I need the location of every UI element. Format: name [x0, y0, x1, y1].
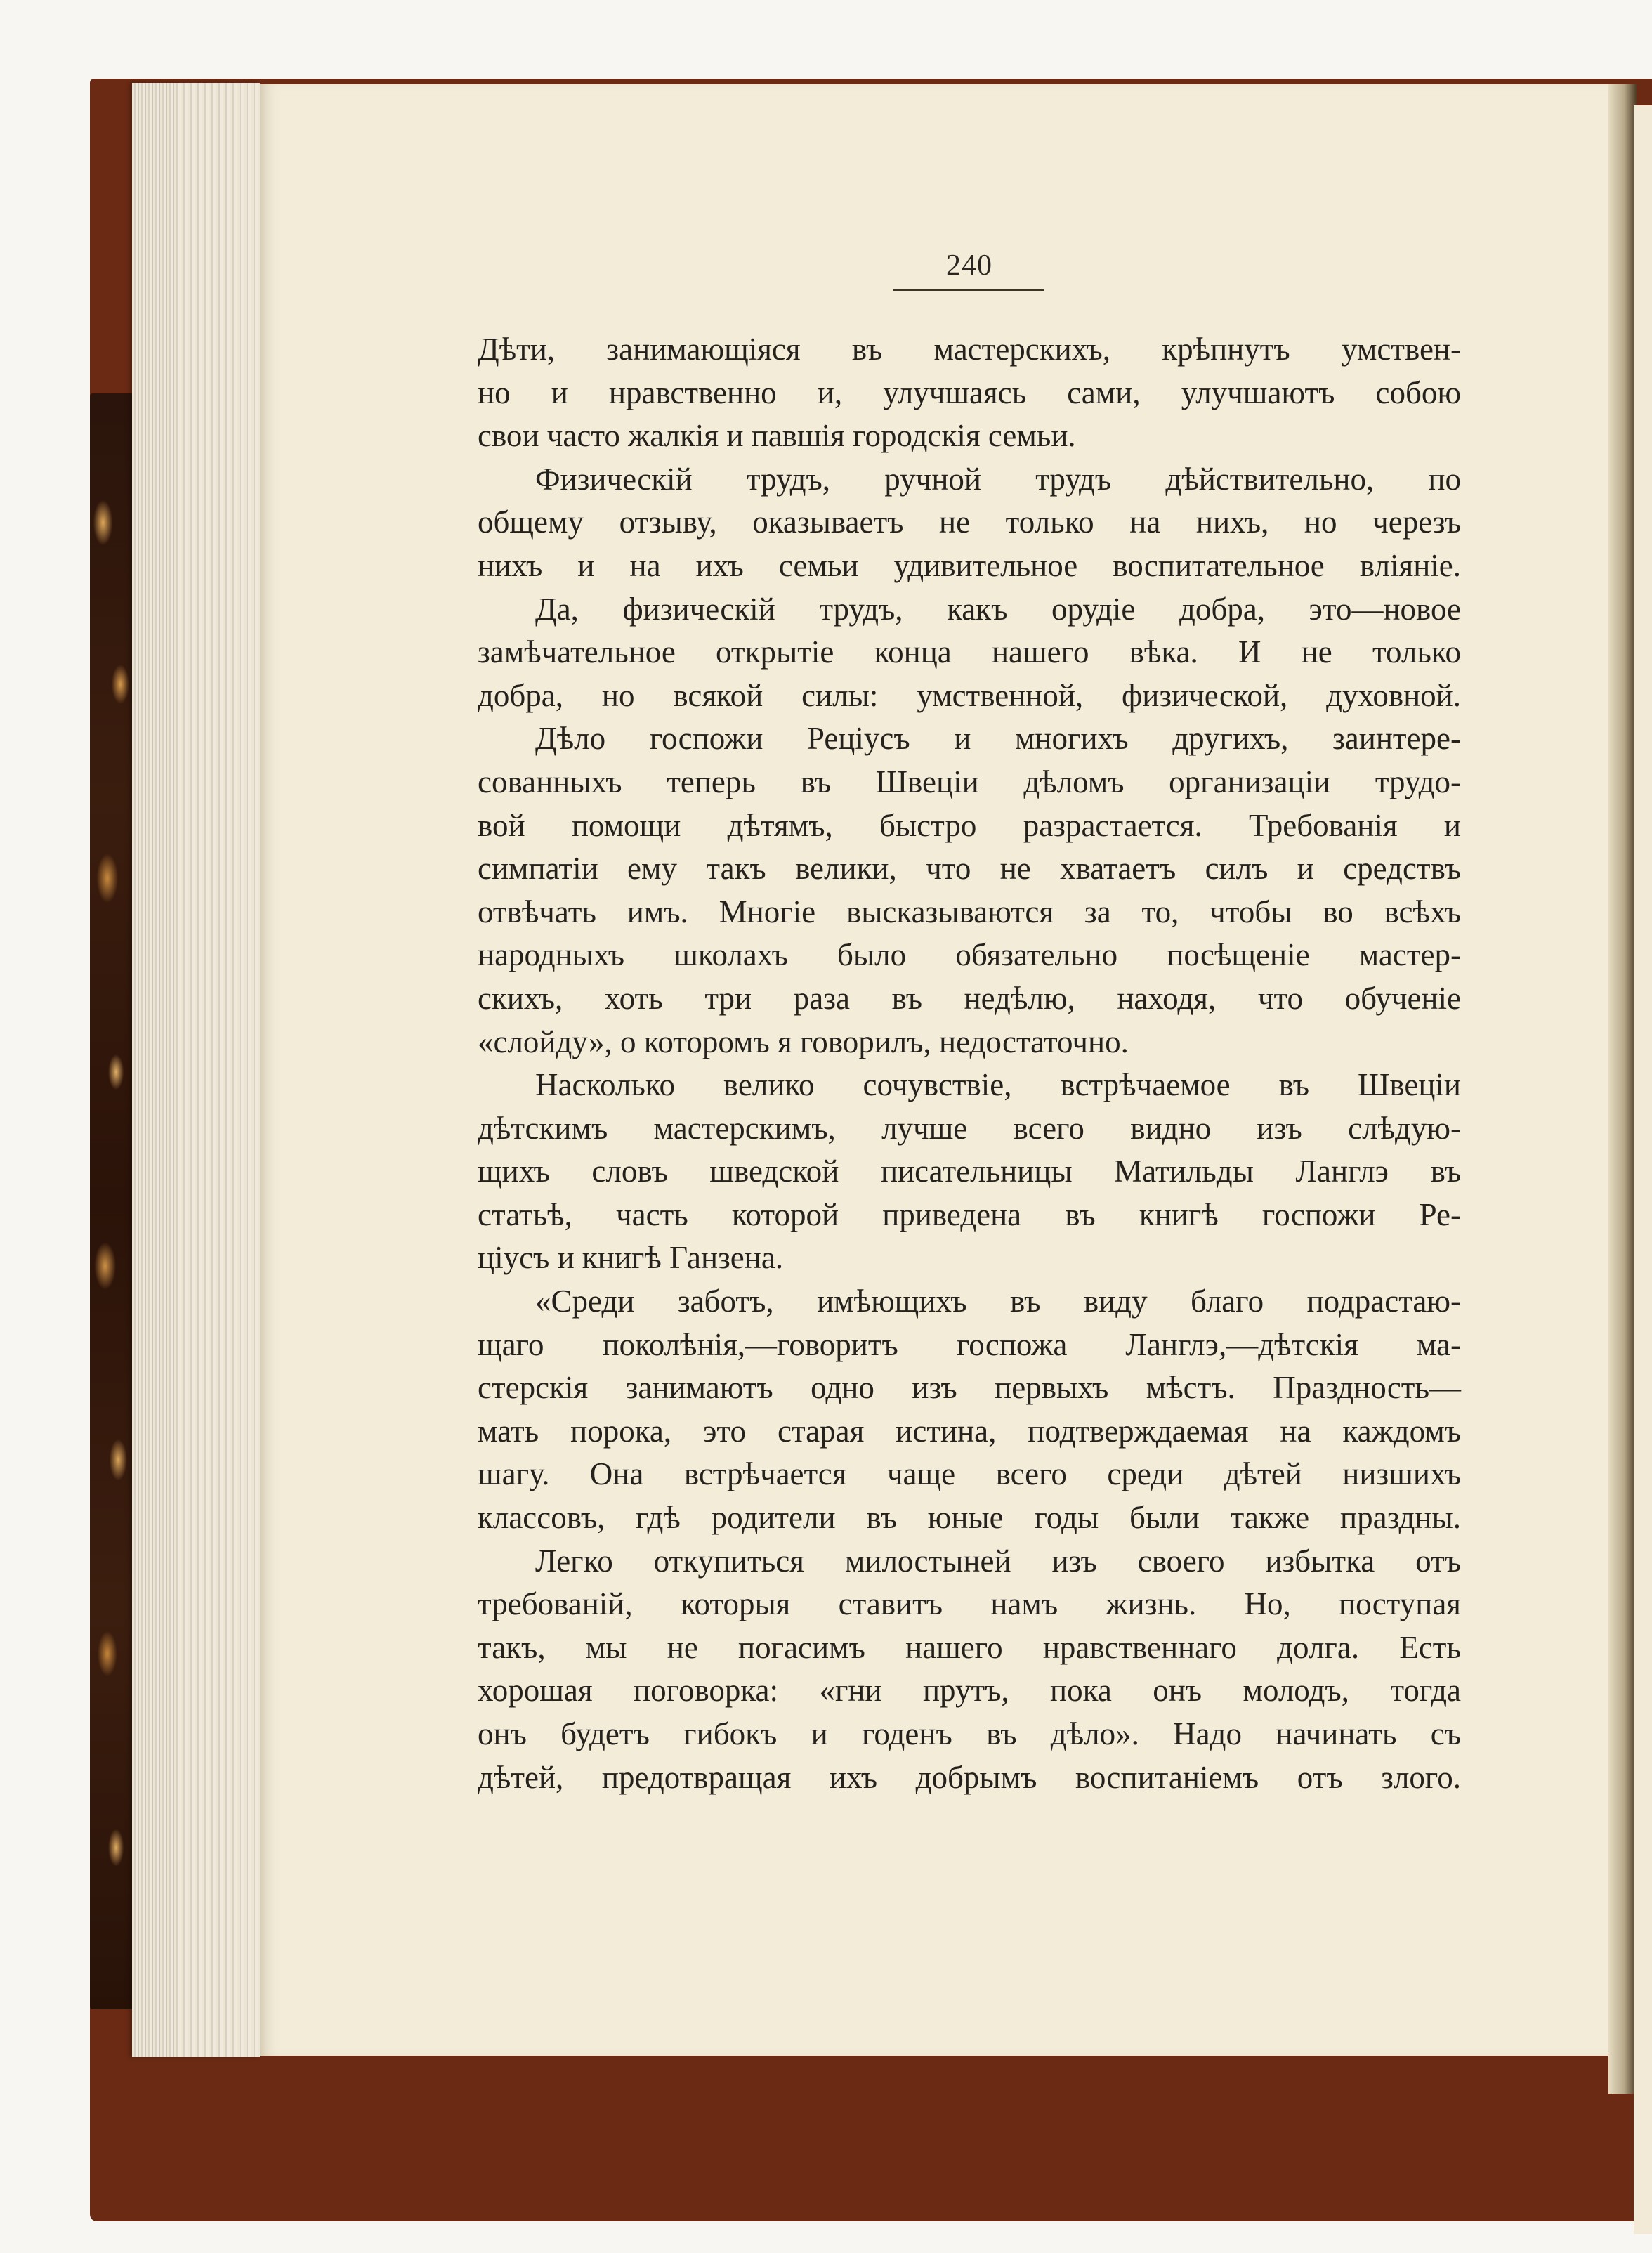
text-line: мать порока, это старая истина, подтверждаемая на каждомъ [478, 1413, 1461, 1449]
text-line: Легко откупиться милостыней изъ своего избытка отъ [535, 1543, 1461, 1579]
text-line: щихъ словъ шведской писательницы Матильды Ланглэ въ [478, 1154, 1461, 1189]
page-number-rule [893, 289, 1044, 291]
book-gutter [1608, 84, 1637, 2094]
text-line: добра, но всякой силы: умственной, физической, духовной. [478, 677, 1461, 713]
text-line: отвѣчать имъ. Многіе высказываются за то, чтобы во всѣхъ [478, 894, 1461, 929]
text-line: симпатіи ему такъ велики, что не хватаетъ силъ и средствъ [478, 851, 1461, 887]
text-line: сованныхъ теперь въ Швеціи дѣломъ организаціи трудо- [478, 764, 1461, 799]
text-line: нихъ и на ихъ семьи удивительное воспитательное вліяніе. [478, 547, 1461, 583]
text-line: Дѣло госпожи Рецiусъ и многихъ другихъ, заинтере- [535, 721, 1461, 757]
body-text [478, 328, 1461, 1799]
text-line: «слойду», о которомъ я говорилъ, недостаточно. [478, 1024, 1129, 1059]
page-edges [132, 83, 260, 2057]
text-line: требованій, которыя ставитъ намъ жизнь. Но, поступая [478, 1586, 1461, 1622]
text-line: щаго поколѣнія,—говоритъ госпожа Ланглэ,—дѣтскія ма- [478, 1326, 1461, 1362]
text-line: ціусъ и книгѣ Ганзена. [478, 1240, 784, 1276]
text-line: дѣтей, предотвращая ихъ добрымъ воспитаніемъ отъ злого. [478, 1759, 1461, 1795]
text-line: вой помощи дѣтямъ, быстро разрастается. Требованія и [478, 807, 1461, 843]
text-line: дѣтскимъ мастерскимъ, лучше всего видно изъ слѣдую- [478, 1110, 1461, 1146]
text-line: Да, физическій трудъ, какъ орудіе добра, это—новое [535, 591, 1461, 627]
text-line: Физическій трудъ, ручной трудъ дѣйствительно, по [535, 461, 1461, 497]
text-line: шагу. Она встрѣчается чаще всего среди дѣтей низшихъ [478, 1456, 1461, 1492]
text-line: хорошая поговорка: «гни прутъ, пока онъ молодъ, тогда [478, 1673, 1461, 1709]
facing-page-edge [1634, 105, 1652, 2234]
text-line: но и нравственно и, улучшаясь сами, улучшаютъ собою [478, 374, 1461, 410]
text-line: народныхъ школахъ было обязательно посѣщеніе мастер- [478, 937, 1461, 973]
text-line: стерскія занимаютъ одно изъ первыхъ мѣстъ. Праздность— [478, 1370, 1461, 1406]
page-number: 240 [946, 249, 992, 282]
text-line: статьѣ, часть которой приведена въ книгѣ госпожи Ре- [478, 1196, 1461, 1232]
text-line: онъ будетъ гибокъ и годенъ въ дѣло». Надо начинать съ [478, 1716, 1461, 1751]
text-line: общему отзыву, оказываетъ не только на нихъ, но черезъ [478, 504, 1461, 540]
text-line: Насколько велико сочувствіе, встрѣчаемое въ Швеціи [535, 1067, 1461, 1103]
text-line: Дѣти, занимающіяся въ мастерскихъ, крѣпнутъ умствен- [478, 332, 1461, 367]
text-line: такъ, мы не погасимъ нашего нравственнаго долга. Есть [478, 1629, 1461, 1665]
text-line: скихъ, хоть три раза въ недѣлю, находя, что обученіе [478, 980, 1461, 1016]
text-line: «Среди заботъ, имѣющихъ въ виду благо подрастаю- [535, 1284, 1461, 1319]
text-line: свои часто жалкія и павшія городскія семьи. [478, 418, 1076, 454]
marbled-board [90, 393, 133, 2009]
text-line: замѣчательное открытіе конца нашего вѣка. И не только [478, 634, 1461, 670]
text-line: классовъ, гдѣ родители въ юные годы были также праздны. [478, 1500, 1461, 1536]
